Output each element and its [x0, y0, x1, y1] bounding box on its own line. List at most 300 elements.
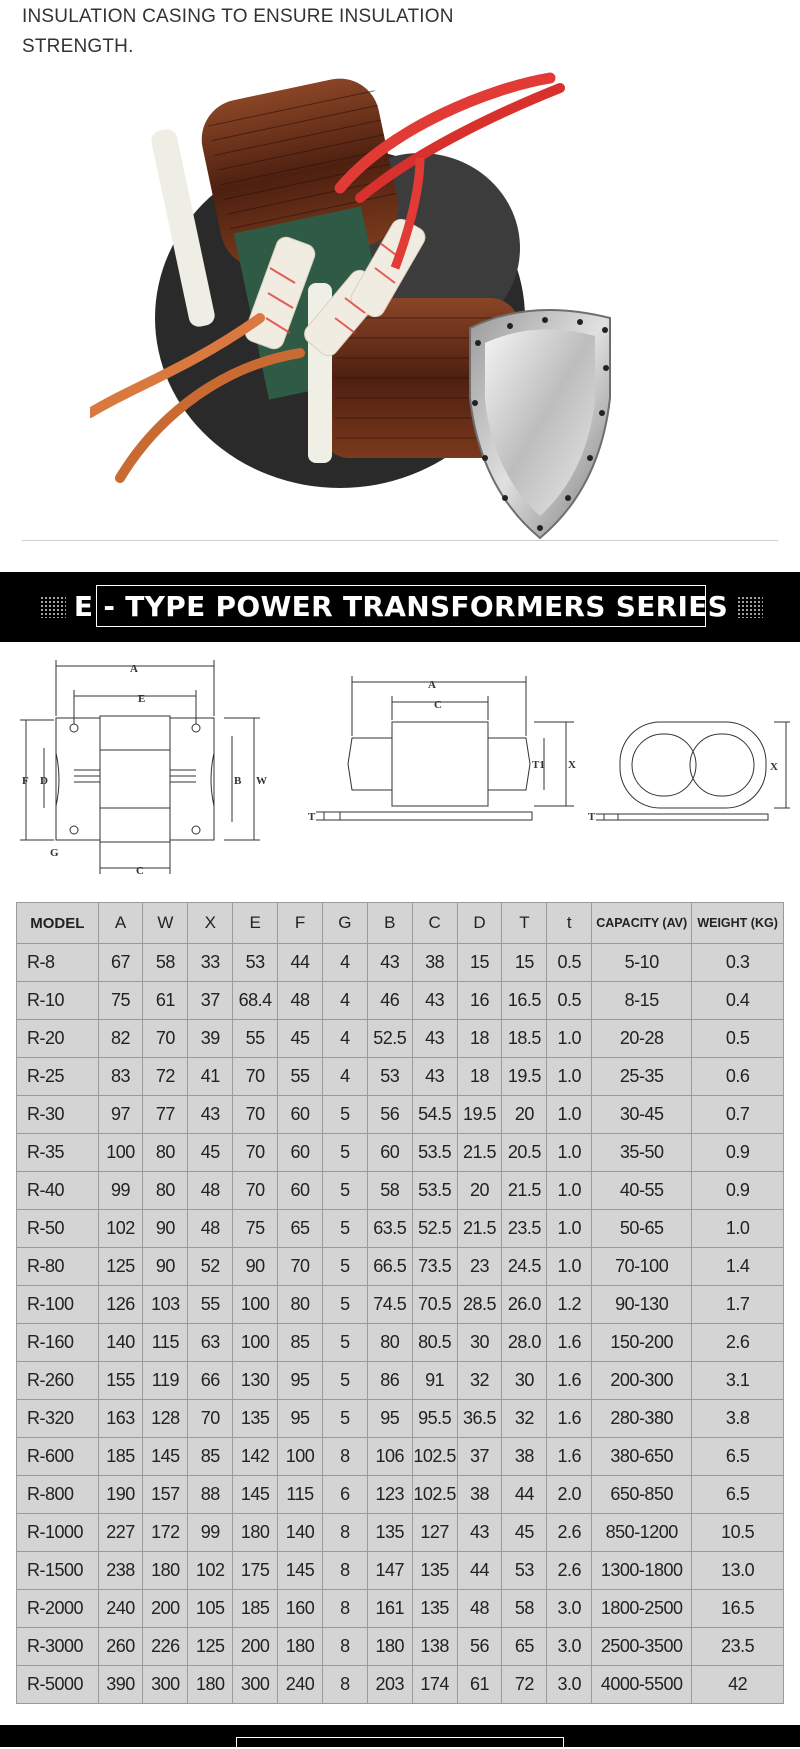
series-banner: [0, 572, 800, 642]
value-cell: 37: [188, 982, 233, 1020]
value-cell: 39: [188, 1020, 233, 1058]
value-cell: 97: [98, 1096, 143, 1134]
value-cell: 105: [188, 1590, 233, 1628]
model-cell: R-35: [17, 1134, 99, 1172]
model-cell: R-50: [17, 1210, 99, 1248]
front-label-e: E: [138, 693, 146, 705]
table-row: [17, 1590, 784, 1628]
value-cell: 127: [412, 1514, 457, 1552]
table-row: [17, 1666, 784, 1704]
header-weight: WEIGHT (KG): [692, 903, 784, 944]
value-cell: 45: [188, 1134, 233, 1172]
value-cell: 67: [98, 944, 143, 982]
value-cell: 38: [412, 944, 457, 982]
value-cell: 0.7: [692, 1096, 784, 1134]
value-cell: 8: [322, 1514, 367, 1552]
table-row: [17, 1438, 784, 1476]
value-cell: 60: [278, 1134, 323, 1172]
value-cell: 48: [188, 1172, 233, 1210]
table-row: [17, 1134, 784, 1172]
value-cell: 3.0: [547, 1590, 592, 1628]
value-cell: 5: [322, 1134, 367, 1172]
model-cell: R-10: [17, 982, 99, 1020]
banner-title: E - TYPE POWER TRANSFORMERS SERIES: [73, 589, 729, 623]
value-cell: 58: [367, 1172, 412, 1210]
value-cell: 61: [143, 982, 188, 1020]
value-cell: 8: [322, 1438, 367, 1476]
value-cell: 52.5: [367, 1020, 412, 1058]
value-cell: 200: [233, 1628, 278, 1666]
value-cell: 63.5: [367, 1210, 412, 1248]
value-cell: 56: [367, 1096, 412, 1134]
value-cell: 6.5: [692, 1438, 784, 1476]
model-cell: R-160: [17, 1324, 99, 1362]
value-cell: 1.0: [547, 1172, 592, 1210]
front-label-a: A: [130, 663, 138, 675]
specifications-table: [16, 902, 784, 1704]
value-cell: 102.5: [412, 1438, 457, 1476]
value-cell: 200-300: [592, 1362, 692, 1400]
value-cell: 145: [278, 1552, 323, 1590]
header-e: E: [233, 903, 278, 944]
value-cell: 172: [143, 1514, 188, 1552]
model-cell: R-30: [17, 1096, 99, 1134]
header-b: B: [367, 903, 412, 944]
model-cell: R-8: [17, 944, 99, 982]
side-label-t1: T1: [532, 759, 545, 771]
value-cell: 48: [188, 1210, 233, 1248]
value-cell: 140: [98, 1324, 143, 1362]
value-cell: 43: [457, 1514, 502, 1552]
value-cell: 70-100: [592, 1248, 692, 1286]
value-cell: 40-55: [592, 1172, 692, 1210]
value-cell: 6: [322, 1476, 367, 1514]
value-cell: 2.0: [547, 1476, 592, 1514]
value-cell: 18: [457, 1020, 502, 1058]
value-cell: 53: [502, 1552, 547, 1590]
value-cell: 3.0: [547, 1628, 592, 1666]
value-cell: 5: [322, 1248, 367, 1286]
value-cell: 52: [188, 1248, 233, 1286]
value-cell: 8: [322, 1552, 367, 1590]
value-cell: 91: [412, 1362, 457, 1400]
value-cell: 83: [98, 1058, 143, 1096]
value-cell: 56: [457, 1628, 502, 1666]
value-cell: 1.0: [547, 1058, 592, 1096]
value-cell: 73.5: [412, 1248, 457, 1286]
value-cell: 38: [502, 1438, 547, 1476]
front-label-w: W: [256, 775, 267, 787]
value-cell: 80: [367, 1324, 412, 1362]
value-cell: 175: [233, 1552, 278, 1590]
value-cell: 18: [457, 1058, 502, 1096]
value-cell: 4: [322, 944, 367, 982]
value-cell: 70: [188, 1400, 233, 1438]
header-a: A: [98, 903, 143, 944]
value-cell: 16: [457, 982, 502, 1020]
value-cell: 227: [98, 1514, 143, 1552]
table-row: [17, 1020, 784, 1058]
value-cell: 70: [233, 1096, 278, 1134]
value-cell: 125: [188, 1628, 233, 1666]
value-cell: 5: [322, 1286, 367, 1324]
value-cell: 123: [367, 1476, 412, 1514]
value-cell: 1300-1800: [592, 1552, 692, 1590]
value-cell: 1.0: [547, 1248, 592, 1286]
table-body: [17, 944, 784, 1704]
value-cell: 2.6: [692, 1324, 784, 1362]
value-cell: 26.0: [502, 1286, 547, 1324]
value-cell: 142: [233, 1438, 278, 1476]
value-cell: 16.5: [502, 982, 547, 1020]
model-cell: R-25: [17, 1058, 99, 1096]
header-c: C: [412, 903, 457, 944]
section-divider: [22, 540, 778, 541]
value-cell: 0.5: [692, 1020, 784, 1058]
value-cell: 80: [143, 1172, 188, 1210]
footer-banner-frame: [236, 1737, 564, 1749]
value-cell: 53.5: [412, 1134, 457, 1172]
value-cell: 55: [233, 1020, 278, 1058]
value-cell: 77: [143, 1096, 188, 1134]
value-cell: 203: [367, 1666, 412, 1704]
value-cell: 0.5: [547, 982, 592, 1020]
value-cell: 70: [233, 1134, 278, 1172]
value-cell: 5: [322, 1096, 367, 1134]
value-cell: 147: [367, 1552, 412, 1590]
value-cell: 1.6: [547, 1324, 592, 1362]
value-cell: 100: [233, 1324, 278, 1362]
value-cell: 10.5: [692, 1514, 784, 1552]
model-cell: R-80: [17, 1248, 99, 1286]
model-cell: R-40: [17, 1172, 99, 1210]
value-cell: 20: [457, 1172, 502, 1210]
value-cell: 140: [278, 1514, 323, 1552]
value-cell: 15: [502, 944, 547, 982]
value-cell: 44: [502, 1476, 547, 1514]
value-cell: 23.5: [502, 1210, 547, 1248]
value-cell: 4: [322, 1020, 367, 1058]
value-cell: 88: [188, 1476, 233, 1514]
header-g: G: [322, 903, 367, 944]
value-cell: 58: [143, 944, 188, 982]
value-cell: 74.5: [367, 1286, 412, 1324]
value-cell: 2500-3500: [592, 1628, 692, 1666]
value-cell: 130: [233, 1362, 278, 1400]
header-x: X: [188, 903, 233, 944]
value-cell: 32: [502, 1400, 547, 1438]
value-cell: 180: [278, 1628, 323, 1666]
value-cell: 44: [457, 1552, 502, 1590]
value-cell: 95: [367, 1400, 412, 1438]
value-cell: 30: [457, 1324, 502, 1362]
value-cell: 160: [278, 1590, 323, 1628]
value-cell: 115: [278, 1476, 323, 1514]
value-cell: 260: [98, 1628, 143, 1666]
value-cell: 80: [143, 1134, 188, 1172]
value-cell: 103: [143, 1286, 188, 1324]
header-model: MODEL: [17, 903, 99, 944]
value-cell: 0.5: [547, 944, 592, 982]
value-cell: 5: [322, 1324, 367, 1362]
banner-title-frame: [73, 585, 729, 627]
value-cell: 43: [188, 1096, 233, 1134]
value-cell: 1.6: [547, 1438, 592, 1476]
value-cell: 90: [143, 1248, 188, 1286]
model-cell: R-320: [17, 1400, 99, 1438]
value-cell: 43: [412, 1020, 457, 1058]
value-cell: 1.0: [547, 1020, 592, 1058]
table-row: [17, 1210, 784, 1248]
value-cell: 300: [233, 1666, 278, 1704]
value-cell: 90: [233, 1248, 278, 1286]
value-cell: 99: [188, 1514, 233, 1552]
header-w: W: [143, 903, 188, 944]
value-cell: 52.5: [412, 1210, 457, 1248]
model-cell: R-5000: [17, 1666, 99, 1704]
value-cell: 85: [278, 1324, 323, 1362]
value-cell: 200: [143, 1590, 188, 1628]
value-cell: 20: [502, 1096, 547, 1134]
value-cell: 21.5: [457, 1134, 502, 1172]
value-cell: 82: [98, 1020, 143, 1058]
value-cell: 5-10: [592, 944, 692, 982]
header-f: F: [278, 903, 323, 944]
value-cell: 185: [233, 1590, 278, 1628]
value-cell: 70: [278, 1248, 323, 1286]
value-cell: 1.0: [547, 1210, 592, 1248]
value-cell: 60: [278, 1172, 323, 1210]
header-t-small: t: [547, 903, 592, 944]
value-cell: 102: [188, 1552, 233, 1590]
value-cell: 8: [322, 1628, 367, 1666]
value-cell: 70.5: [412, 1286, 457, 1324]
value-cell: 65: [502, 1628, 547, 1666]
value-cell: 8: [322, 1666, 367, 1704]
value-cell: 174: [412, 1666, 457, 1704]
value-cell: 90-130: [592, 1286, 692, 1324]
value-cell: 100: [233, 1286, 278, 1324]
value-cell: 280-380: [592, 1400, 692, 1438]
value-cell: 58: [502, 1590, 547, 1628]
value-cell: 30-45: [592, 1096, 692, 1134]
value-cell: 85: [188, 1438, 233, 1476]
model-cell: R-20: [17, 1020, 99, 1058]
value-cell: 63: [188, 1324, 233, 1362]
value-cell: 28.0: [502, 1324, 547, 1362]
front-label-d: D: [40, 775, 48, 787]
model-cell: R-3000: [17, 1628, 99, 1666]
value-cell: 180: [233, 1514, 278, 1552]
value-cell: 5: [322, 1362, 367, 1400]
value-cell: 24.5: [502, 1248, 547, 1286]
value-cell: 37: [457, 1438, 502, 1476]
value-cell: 53.5: [412, 1172, 457, 1210]
value-cell: 54.5: [412, 1096, 457, 1134]
value-cell: 145: [233, 1476, 278, 1514]
value-cell: 95: [278, 1400, 323, 1438]
value-cell: 1.7: [692, 1286, 784, 1324]
value-cell: 23.5: [692, 1628, 784, 1666]
value-cell: 75: [98, 982, 143, 1020]
value-cell: 36.5: [457, 1400, 502, 1438]
value-cell: 65: [278, 1210, 323, 1248]
value-cell: 60: [367, 1134, 412, 1172]
value-cell: 21.5: [457, 1210, 502, 1248]
specifications-table-container: [16, 902, 784, 1704]
value-cell: 68.4: [233, 982, 278, 1020]
header-d: D: [457, 903, 502, 944]
model-cell: R-260: [17, 1362, 99, 1400]
table-row: [17, 1096, 784, 1134]
value-cell: 45: [502, 1514, 547, 1552]
value-cell: 43: [367, 944, 412, 982]
value-cell: 25-35: [592, 1058, 692, 1096]
value-cell: 300: [143, 1666, 188, 1704]
front-label-f: F: [22, 775, 29, 787]
value-cell: 18.5: [502, 1020, 547, 1058]
value-cell: 850-1200: [592, 1514, 692, 1552]
value-cell: 138: [412, 1628, 457, 1666]
value-cell: 44: [278, 944, 323, 982]
value-cell: 50-65: [592, 1210, 692, 1248]
value-cell: 19.5: [502, 1058, 547, 1096]
table-row: [17, 1400, 784, 1438]
value-cell: 1.4: [692, 1248, 784, 1286]
value-cell: 150-200: [592, 1324, 692, 1362]
value-cell: 126: [98, 1286, 143, 1324]
table-row: [17, 1628, 784, 1666]
value-cell: 55: [188, 1286, 233, 1324]
value-cell: 135: [233, 1400, 278, 1438]
value-cell: 75: [233, 1210, 278, 1248]
value-cell: 48: [457, 1590, 502, 1628]
table-row: [17, 982, 784, 1020]
value-cell: 61: [457, 1666, 502, 1704]
value-cell: 46: [367, 982, 412, 1020]
value-cell: 42: [692, 1666, 784, 1704]
value-cell: 161: [367, 1590, 412, 1628]
value-cell: 53: [367, 1058, 412, 1096]
table-row: [17, 1172, 784, 1210]
value-cell: 38: [457, 1476, 502, 1514]
value-cell: 102.5: [412, 1476, 457, 1514]
value-cell: 1.2: [547, 1286, 592, 1324]
table-row: [17, 1552, 784, 1590]
value-cell: 90: [143, 1210, 188, 1248]
side-label-c: C: [434, 699, 442, 711]
value-cell: 43: [412, 982, 457, 1020]
value-cell: 99: [98, 1172, 143, 1210]
value-cell: 180: [367, 1628, 412, 1666]
value-cell: 115: [143, 1324, 188, 1362]
value-cell: 238: [98, 1552, 143, 1590]
end-label-t: T: [588, 811, 596, 823]
value-cell: 1.6: [547, 1362, 592, 1400]
value-cell: 1.0: [692, 1210, 784, 1248]
table-row: [17, 1248, 784, 1286]
value-cell: 80: [278, 1286, 323, 1324]
value-cell: 16.5: [692, 1590, 784, 1628]
value-cell: 15: [457, 944, 502, 982]
value-cell: 3.1: [692, 1362, 784, 1400]
value-cell: 4: [322, 1058, 367, 1096]
value-cell: 70: [143, 1020, 188, 1058]
transformer-product-image: [90, 68, 650, 548]
value-cell: 5: [322, 1400, 367, 1438]
value-cell: 55: [278, 1058, 323, 1096]
value-cell: 43: [412, 1058, 457, 1096]
dots-decoration-right: [737, 596, 763, 618]
value-cell: 190: [98, 1476, 143, 1514]
value-cell: 157: [143, 1476, 188, 1514]
value-cell: 30: [502, 1362, 547, 1400]
value-cell: 95: [278, 1362, 323, 1400]
value-cell: 226: [143, 1628, 188, 1666]
insulation-caption: INSULATION CASING TO ENSURE INSULATION STRENGTH.: [22, 6, 454, 57]
value-cell: 72: [143, 1058, 188, 1096]
value-cell: 155: [98, 1362, 143, 1400]
value-cell: 8: [322, 1590, 367, 1628]
value-cell: 3.0: [547, 1666, 592, 1704]
value-cell: 72: [502, 1666, 547, 1704]
value-cell: 4: [322, 982, 367, 1020]
value-cell: 240: [278, 1666, 323, 1704]
value-cell: 41: [188, 1058, 233, 1096]
value-cell: 135: [412, 1590, 457, 1628]
value-cell: 0.3: [692, 944, 784, 982]
value-cell: 5: [322, 1172, 367, 1210]
value-cell: 1.6: [547, 1400, 592, 1438]
model-cell: R-1000: [17, 1514, 99, 1552]
value-cell: 1800-2500: [592, 1590, 692, 1628]
value-cell: 2.6: [547, 1514, 592, 1552]
value-cell: 3.8: [692, 1400, 784, 1438]
value-cell: 2.6: [547, 1552, 592, 1590]
value-cell: 70: [233, 1172, 278, 1210]
table-row: [17, 1514, 784, 1552]
value-cell: 19.5: [457, 1096, 502, 1134]
table-row: [17, 1324, 784, 1362]
table-row: [17, 944, 784, 982]
value-cell: 185: [98, 1438, 143, 1476]
value-cell: 0.9: [692, 1134, 784, 1172]
table-row: [17, 1362, 784, 1400]
value-cell: 53: [233, 944, 278, 982]
value-cell: 125: [98, 1248, 143, 1286]
model-cell: R-100: [17, 1286, 99, 1324]
value-cell: 128: [143, 1400, 188, 1438]
front-label-c: C: [136, 865, 144, 877]
value-cell: 20.5: [502, 1134, 547, 1172]
model-cell: R-1500: [17, 1552, 99, 1590]
value-cell: 135: [412, 1552, 457, 1590]
value-cell: 80.5: [412, 1324, 457, 1362]
dots-decoration-left: [40, 596, 66, 618]
value-cell: 66.5: [367, 1248, 412, 1286]
model-cell: R-2000: [17, 1590, 99, 1628]
end-view-drawing: [596, 722, 790, 820]
value-cell: 102: [98, 1210, 143, 1248]
value-cell: 20-28: [592, 1020, 692, 1058]
value-cell: 1.0: [547, 1096, 592, 1134]
value-cell: 4000-5500: [592, 1666, 692, 1704]
value-cell: 106: [367, 1438, 412, 1476]
value-cell: 32: [457, 1362, 502, 1400]
value-cell: 28.5: [457, 1286, 502, 1324]
header-capacity: CAPACITY (AV): [592, 903, 692, 944]
front-label-g: G: [50, 847, 59, 859]
